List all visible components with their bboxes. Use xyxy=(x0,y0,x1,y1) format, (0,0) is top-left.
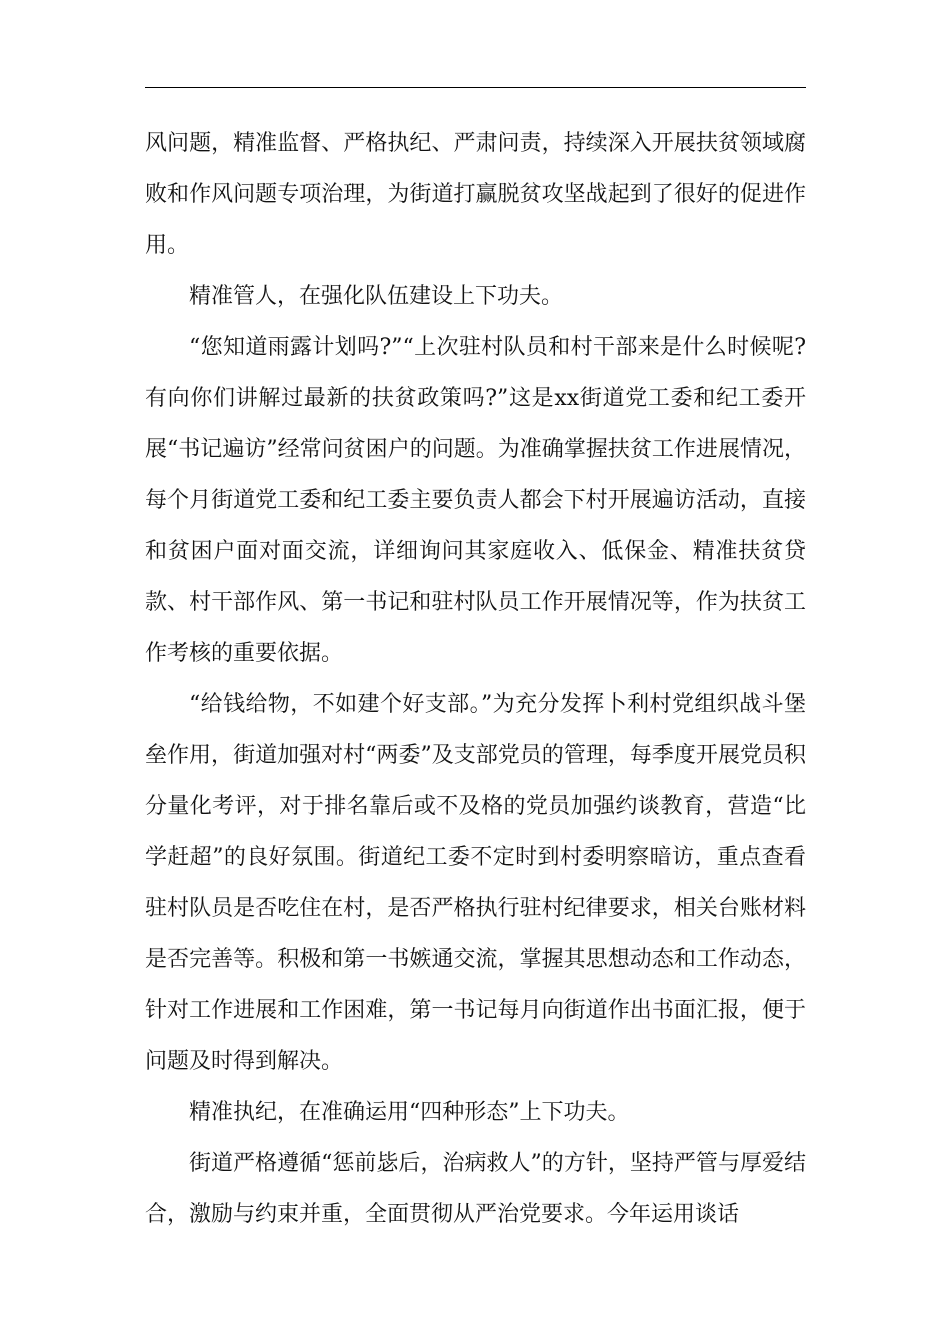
section-heading-discipline: 精准执纪，在准确运用“四种形态”上下功夫。 xyxy=(189,1100,630,1125)
body-text xyxy=(145,118,806,1240)
header-rule xyxy=(145,87,806,88)
section-heading-personnel: 精准管人，在强化队伍建设上下功夫。 xyxy=(189,284,564,309)
paragraph-visits: “您知道雨露计划吗?”“上次驻村队员和村干部来是什么时候呢?有向你们讲解过最新的扶贫政策吗?”这是xx街道党工委和纪工委开展“书记遍访”经常问贫困户的问题。为准确掌握扶贫工作进展情况，每个月街道党工委和纪工委主要负责人都会下村开展遍访活动，直接和贫困户面对面交流，详细询问其家庭收入、低保金、精准扶贫贷款、村干部作风、第一书记和驻村队员工作开展情况等，作为扶贫工作考核的重要依据。 xyxy=(145,335,806,666)
paragraph-continuation: 风问题，精准监督、严格执纪、严肃问责，持续深入开展扶贫领域腐败和作风问题专项治理，为街道打赢脱贫攻坚战起到了很好的促进作用。 xyxy=(145,131,806,258)
paragraph-branch: “给钱给物，不如建个好支部。”为充分发挥卜利村党组织战斗堡垒作用，街道加强对村“两委”及支部党员的管理，每季度开展党员积分量化考评，对于排名靠后或不及格的党员加强约谈教育，营造“比学赶超”的良好氛围。街道纪工委不定时到村委明察暗访，重点查看驻村队员是否吃住在村，是否严格执行驻村纪律要求，相关台账材料是否完善等。积极和第一书嫉通交流，掌握其思想动态和工作动态，针对工作进展和工作困难，第一书记每月向街道作出书面汇报，便于问题及时得到解决。 xyxy=(145,692,806,1074)
paragraph-discipline: 街道严格遵循“惩前毖后，治病救人”的方针，坚持严管与厚爱结合，激励与约束并重，全面贯彻从严治党要求。今年运用谈话 xyxy=(145,1151,806,1227)
